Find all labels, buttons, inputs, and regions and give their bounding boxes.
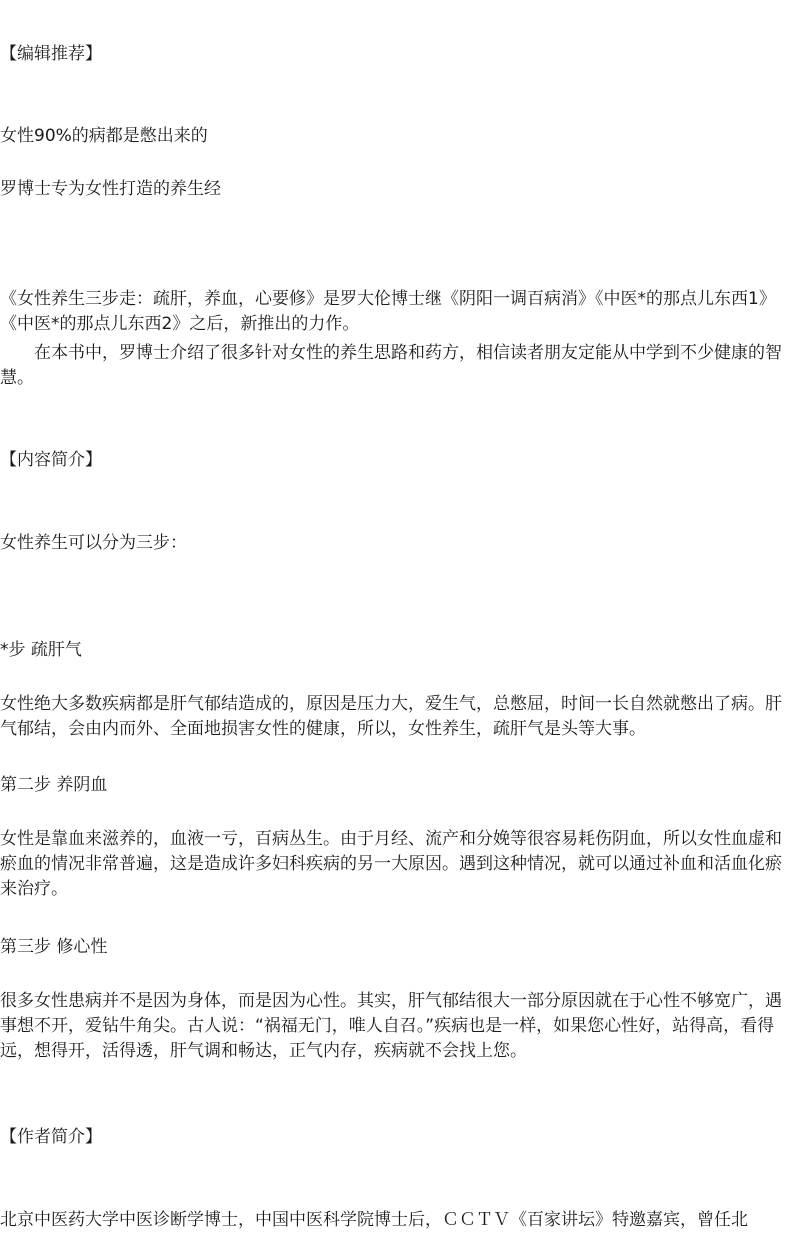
editor-line-1: 女性90%的病都是憋出来的 xyxy=(0,126,208,146)
step-2-text: 女性是靠血来滋养的，血液一亏，百病丛生。由于月经、流产和分娩等很容易耗伤阴血，所以女性血虚和瘀血的情况非常普遍，这是造成许多妇科疾病的另一大原因。遇到这种情况，就可以通过补血和活血化瘀来治疗。 xyxy=(0,829,782,899)
author-intro-text: 北京中医药大学中医诊断学博士，中国中医科学院博士后，ＣＣＴＶ《百家讲坛》特邀嘉宾，曾任北 xyxy=(0,1210,748,1230)
content-intro-heading: 【内容简介】 xyxy=(0,450,102,470)
step-1-text: 女性绝大多数疾病都是肝气郁结造成的，原因是压力大，爱生气，总憋屈，时间一长自然就憋出了病。肝气郁结，会由内而外、全面地损害女性的健康，所以，女性养生，疏肝气是头等大事。 xyxy=(0,694,782,739)
editor-paragraph-1: 《女性养生三步走：疏肝，养血，心要修》是罗大伦博士继《阴阳一调百病消》《中医*的那点儿东西1》《中医*的那点儿东西2》之后，新推出的力作。 xyxy=(0,289,776,334)
step-3-title: 第三步 修心性 xyxy=(0,937,108,957)
editor-paragraph-2: 在本书中，罗博士介绍了很多针对女性的养生思路和药方，相信读者朋友定能从中学到不少健康的智慧。 xyxy=(0,343,782,388)
step-1-title: *步 疏肝气 xyxy=(0,640,82,660)
author-intro-heading: 【作者简介】 xyxy=(0,1127,102,1147)
editor-line-2: 罗博士专为女性打造的养生经 xyxy=(0,179,221,199)
content-intro-text: 女性养生可以分为三步： xyxy=(0,533,187,553)
editor-recommendation-heading: 【编辑推荐】 xyxy=(0,44,102,64)
step-3-text: 很多女性患病并不是因为身体，而是因为心性。其实，肝气郁结很大一部分原因就在于心性不够宽广，遇事想不开，爱钻牛角尖。古人说：“祸福无门，唯人自召。”疾病也是一样，如果您心性好，站得高，看得远，想得开，活得透，肝气调和畅达，正气内存，疾病就不会找上您。 xyxy=(0,991,782,1061)
step-2-title: 第二步 养阴血 xyxy=(0,775,108,795)
